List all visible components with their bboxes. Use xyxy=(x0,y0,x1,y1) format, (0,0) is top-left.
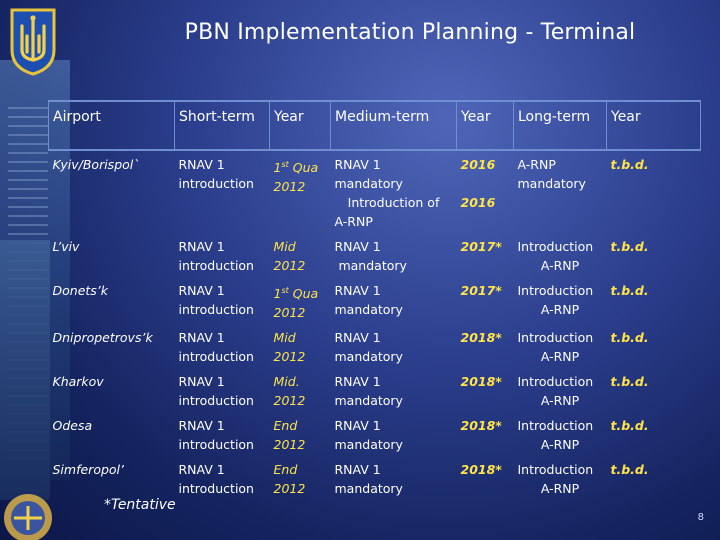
short-year-cell xyxy=(270,277,331,324)
short-year-line: Mid xyxy=(273,330,296,346)
medium-term-line: RNAV 1 xyxy=(334,462,381,478)
short-year-line: 2012 xyxy=(273,393,306,409)
short-term-line: introduction xyxy=(178,258,254,273)
long-year-cell: t.b.d. xyxy=(610,239,649,254)
short-year-line: 1st Qua xyxy=(273,160,319,176)
medium-year-cell: 2018* xyxy=(460,330,502,346)
medium-term-line: mandatory xyxy=(334,302,403,317)
table-row xyxy=(49,412,701,456)
medium-year-line: 2016 xyxy=(460,157,496,172)
short-year-line: End xyxy=(273,418,298,434)
short-term-cell xyxy=(175,456,270,500)
medium-term-cell xyxy=(331,233,457,277)
short-term-line: introduction xyxy=(178,393,254,409)
header-long-term: Long-term xyxy=(514,101,607,150)
airport-cell: Donets’k xyxy=(52,283,109,298)
short-term-line: introduction xyxy=(178,437,254,453)
medium-term-cell xyxy=(331,324,457,368)
medium-year-cell: 2017* xyxy=(460,239,502,254)
medium-term-line: Introduction of xyxy=(347,195,440,210)
long-term-line: A-RNP xyxy=(540,481,580,497)
long-year-cell: t.b.d. xyxy=(610,418,649,434)
header-short-term: Short-term xyxy=(175,101,270,150)
long-term-line: A-RNP xyxy=(540,393,580,409)
medium-term-cell xyxy=(331,412,457,456)
medium-term-cell xyxy=(331,277,457,324)
long-term-line: A-RNP xyxy=(540,437,580,453)
short-term-line: RNAV 1 xyxy=(178,462,225,478)
medium-term-line: RNAV 1 xyxy=(334,330,381,346)
short-term-cell xyxy=(175,277,270,324)
table-row xyxy=(49,233,701,277)
medium-term-line: RNAV 1 xyxy=(334,239,381,254)
medium-term-line: mandatory xyxy=(334,176,403,191)
long-year-cell: t.b.d. xyxy=(610,157,649,172)
short-year-line: 2012 xyxy=(273,258,306,273)
long-term-line: Introduction xyxy=(517,239,594,254)
long-term-line: Introduction xyxy=(517,418,594,434)
long-term-line: Introduction xyxy=(517,462,594,478)
short-term-line: RNAV 1 xyxy=(178,330,225,346)
airport-cell: Odesa xyxy=(52,418,93,434)
long-term-cell xyxy=(514,456,607,500)
short-term-cell xyxy=(175,412,270,456)
long-term-cell xyxy=(514,368,607,412)
medium-year-line: 2016 xyxy=(460,195,496,210)
long-year-cell: t.b.d. xyxy=(610,330,649,346)
medium-year-cell: 2018* xyxy=(460,462,502,478)
short-term-line: introduction xyxy=(178,302,254,317)
short-year-cell xyxy=(270,150,331,233)
short-term-line: introduction xyxy=(178,349,254,365)
long-term-cell xyxy=(514,233,607,277)
medium-term-line: A-RNP xyxy=(334,214,373,229)
short-year-line: 2012 xyxy=(273,437,306,453)
short-year-line: 2012 xyxy=(273,481,306,497)
long-term-cell xyxy=(514,412,607,456)
airport-cell: Kyiv/Borispol` xyxy=(52,157,140,172)
table-row xyxy=(49,324,701,368)
short-year-line: 2012 xyxy=(273,179,306,195)
medium-term-line: mandatory xyxy=(334,393,403,409)
medium-term-cell xyxy=(331,368,457,412)
long-term-cell xyxy=(514,277,607,324)
tentative-footnote: *Tentative xyxy=(104,497,176,513)
short-year-line: End xyxy=(273,462,298,478)
medium-term-cell xyxy=(331,150,457,233)
short-term-cell xyxy=(175,233,270,277)
short-year-line: Mid. xyxy=(273,374,300,390)
long-term-line: Introduction xyxy=(517,374,594,390)
header-medium-year: Year xyxy=(457,101,514,150)
short-term-line: RNAV 1 xyxy=(178,374,225,390)
medium-year-cell: 2018* xyxy=(460,418,502,434)
short-year-line: 2012 xyxy=(273,305,306,321)
medium-term-line: RNAV 1 xyxy=(334,157,381,172)
short-year-line: 2012 xyxy=(273,349,306,365)
header-medium-term: Medium-term xyxy=(331,101,457,150)
slide-title: PBN Implementation Planning - Terminal xyxy=(184,20,636,45)
short-year-cell xyxy=(270,456,331,500)
long-term-line: Introduction xyxy=(517,330,594,346)
long-year-cell: t.b.d. xyxy=(610,462,649,478)
short-year-line: 1st Qua xyxy=(273,286,319,302)
short-term-line: introduction xyxy=(178,176,254,191)
short-year-cell xyxy=(270,368,331,412)
airport-cell: L’viv xyxy=(52,239,80,254)
medium-term-line: RNAV 1 xyxy=(334,418,381,434)
airport-cell: Dnipropetrovs’k xyxy=(52,330,153,346)
medium-term-line: mandatory xyxy=(334,437,403,453)
short-term-line: RNAV 1 xyxy=(178,283,225,298)
short-term-cell xyxy=(175,368,270,412)
medium-term-line: mandatory xyxy=(334,481,403,497)
short-year-cell xyxy=(270,412,331,456)
short-term-line: RNAV 1 xyxy=(178,418,225,434)
background-building-lower xyxy=(0,240,50,500)
medium-year-cell xyxy=(457,150,514,233)
aviation-seal-icon xyxy=(0,478,62,540)
long-term-line: A-RNP xyxy=(517,157,556,172)
header-airport: Airport xyxy=(49,101,175,150)
airport-cell: Simferopol’ xyxy=(52,462,124,478)
table-row xyxy=(49,277,701,324)
medium-term-line: RNAV 1 xyxy=(334,374,381,390)
header-long-year: Year xyxy=(607,101,701,150)
short-term-line: RNAV 1 xyxy=(178,157,225,172)
short-term-cell xyxy=(175,150,270,233)
long-term-cell xyxy=(514,150,607,233)
pbn-plan-table xyxy=(48,100,701,500)
short-year-cell xyxy=(270,324,331,368)
ukraine-coat-of-arms-icon xyxy=(8,6,58,76)
table-row xyxy=(49,368,701,412)
medium-term-cell xyxy=(331,456,457,500)
short-term-line: RNAV 1 xyxy=(178,239,225,254)
medium-term-line: mandatory xyxy=(334,349,403,365)
short-year-line: Mid xyxy=(273,239,296,254)
medium-term-line: RNAV 1 xyxy=(334,283,381,298)
page-number: 8 xyxy=(697,512,704,523)
short-year-cell xyxy=(270,233,331,277)
long-term-line: mandatory xyxy=(517,176,586,191)
long-term-line: A-RNP xyxy=(540,258,580,273)
long-year-cell: t.b.d. xyxy=(610,374,649,390)
table-row xyxy=(49,456,701,500)
long-term-line: A-RNP xyxy=(540,302,580,317)
header-short-year: Year xyxy=(270,101,331,150)
medium-year-cell: 2017* xyxy=(460,283,502,298)
airport-cell: Kharkov xyxy=(52,374,104,390)
medium-year-line xyxy=(461,174,510,193)
medium-term-line: mandatory xyxy=(334,258,407,273)
long-term-cell xyxy=(514,324,607,368)
long-term-line: Introduction xyxy=(517,283,594,298)
long-term-line: A-RNP xyxy=(540,349,580,365)
long-year-cell: t.b.d. xyxy=(610,283,649,298)
table-row xyxy=(49,150,701,233)
short-term-line: introduction xyxy=(178,481,254,497)
medium-year-cell: 2018* xyxy=(460,374,502,390)
table-header-row xyxy=(49,101,701,150)
short-term-cell xyxy=(175,324,270,368)
